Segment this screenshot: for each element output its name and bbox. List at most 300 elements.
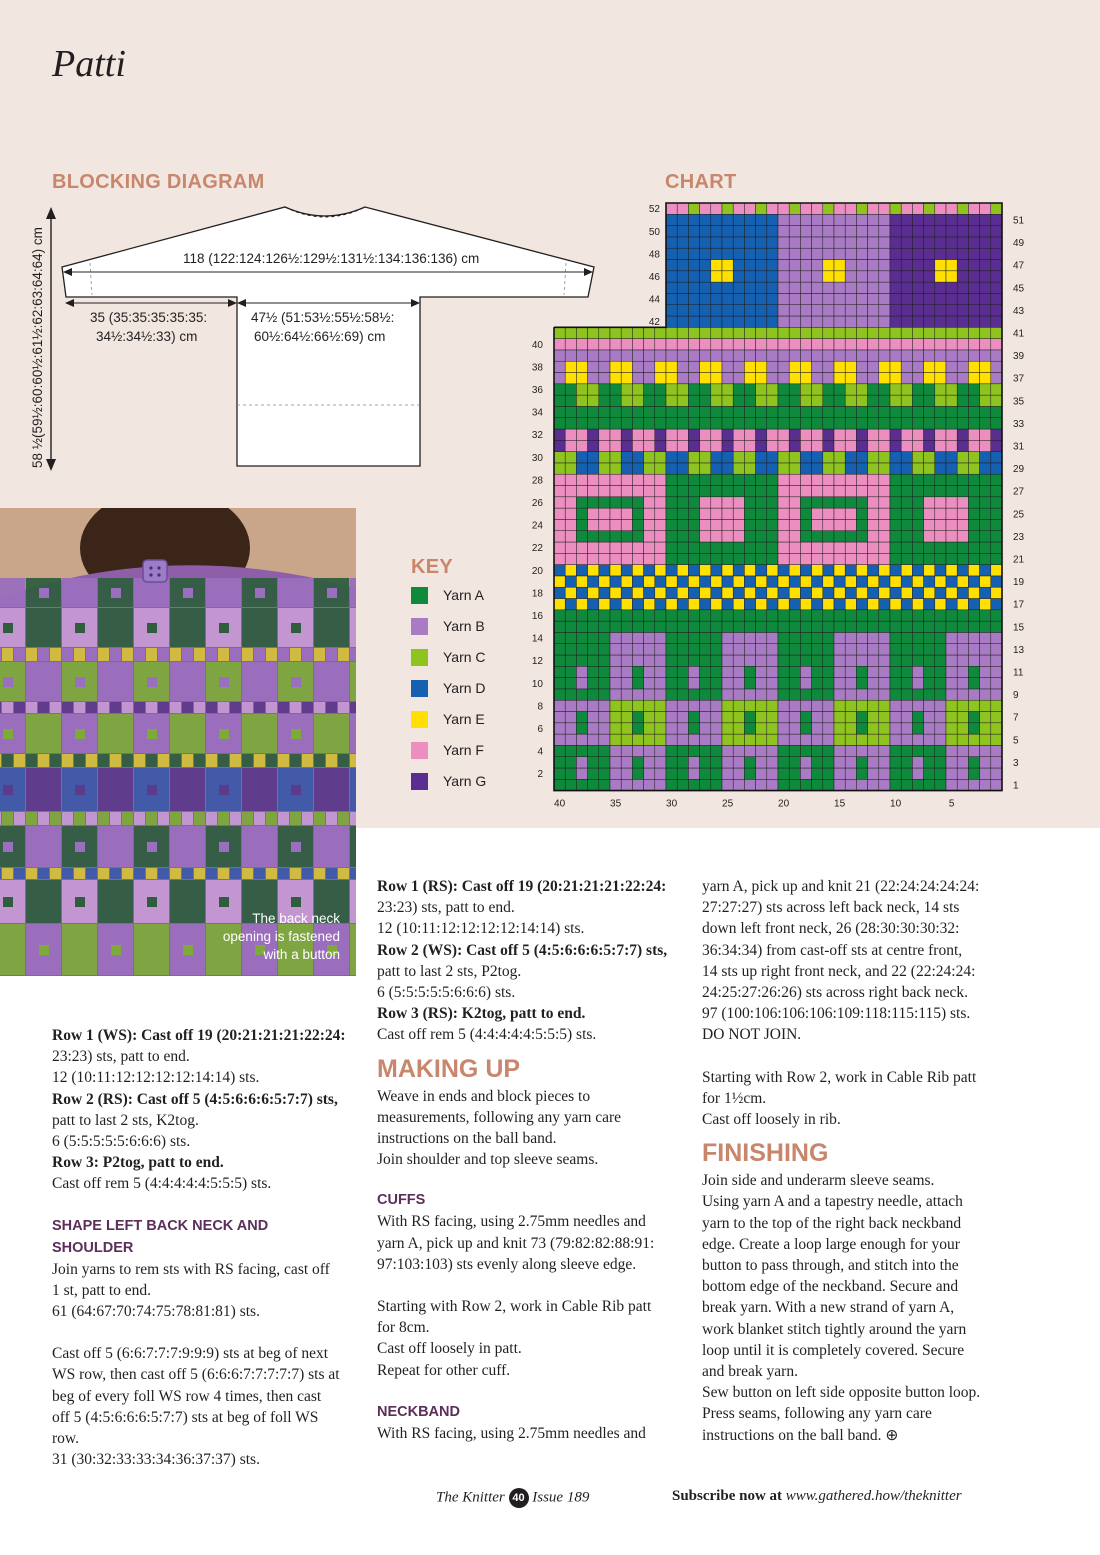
chart-stitch xyxy=(576,723,587,734)
chart-stitch xyxy=(946,734,957,745)
chart-stitch xyxy=(968,440,979,451)
chart-stitch xyxy=(610,745,621,756)
chart-stitch xyxy=(823,305,834,316)
chart-stitch xyxy=(655,700,666,711)
chart-stitch xyxy=(957,395,968,406)
chart-stitch xyxy=(812,779,823,790)
chart-stitch xyxy=(610,440,621,451)
chart-stitch xyxy=(868,440,879,451)
chart-stitch xyxy=(688,553,699,564)
chart-stitch xyxy=(722,248,733,259)
chart-stitch xyxy=(733,757,744,768)
chart-stitch xyxy=(744,644,755,655)
chart-stitch xyxy=(733,339,744,350)
chart-stitch xyxy=(632,678,643,689)
chart-stitch xyxy=(666,734,677,745)
chart-stitch xyxy=(733,542,744,553)
chart-stitch xyxy=(599,587,610,598)
chart-stitch xyxy=(946,632,957,643)
chart-stitch xyxy=(722,293,733,304)
chart-stitch xyxy=(610,384,621,395)
chart-stitch xyxy=(655,519,666,530)
chart-stitch xyxy=(778,463,789,474)
chart-stitch xyxy=(823,678,834,689)
chart-stitch xyxy=(700,508,711,519)
chart-stitch xyxy=(711,542,722,553)
chart-stitch xyxy=(968,406,979,417)
chart-stitch xyxy=(812,508,823,519)
chart-stitch xyxy=(666,316,677,327)
chart-stitch xyxy=(644,712,655,723)
chart-stitch xyxy=(991,384,1002,395)
chart-stitch xyxy=(991,452,1002,463)
chart-stitch xyxy=(700,632,711,643)
chart-stitch xyxy=(621,700,632,711)
chart-stitch xyxy=(890,452,901,463)
chart-stitch xyxy=(823,723,834,734)
chart-stitch xyxy=(800,678,811,689)
chart-stitch xyxy=(576,395,587,406)
chart-stitch xyxy=(968,429,979,440)
chart-stitch xyxy=(733,305,744,316)
chart-stitch xyxy=(655,327,666,338)
chart-stitch xyxy=(980,712,991,723)
chart-stitch xyxy=(767,361,778,372)
chart-stitch xyxy=(767,576,778,587)
chart-stitch xyxy=(879,542,890,553)
chart-stitch xyxy=(812,723,823,734)
chart-stitch xyxy=(800,293,811,304)
chart-stitch xyxy=(946,779,957,790)
chart-stitch xyxy=(677,305,688,316)
chart-stitch xyxy=(856,734,867,745)
chart-stitch xyxy=(733,293,744,304)
chart-stitch xyxy=(856,553,867,564)
chart-stitch xyxy=(700,350,711,361)
chart-stitch xyxy=(901,599,912,610)
chart-stitch xyxy=(744,565,755,576)
chart-stitch xyxy=(700,293,711,304)
chart-stitch xyxy=(733,745,744,756)
chart-stitch xyxy=(823,373,834,384)
chart-stitch xyxy=(890,644,901,655)
chart-stitch xyxy=(845,576,856,587)
chart-stitch xyxy=(980,293,991,304)
chart-stitch xyxy=(789,542,800,553)
chart-stitch xyxy=(924,745,935,756)
chart-stitch xyxy=(756,384,767,395)
chart-stitch xyxy=(912,666,923,677)
swatch-yarn-g xyxy=(411,773,428,790)
chart-stitch xyxy=(946,474,957,485)
chart-stitch xyxy=(778,745,789,756)
chart-stitch xyxy=(868,339,879,350)
chart-stitch xyxy=(632,700,643,711)
chart-stitch xyxy=(845,361,856,372)
chart-stitch xyxy=(812,384,823,395)
chart-stitch xyxy=(655,361,666,372)
chart-stitch xyxy=(823,429,834,440)
chart-stitch xyxy=(980,282,991,293)
chart-stitch xyxy=(655,621,666,632)
chart-stitch xyxy=(991,689,1002,700)
chart-stitch xyxy=(890,768,901,779)
chart-stitch xyxy=(767,768,778,779)
chart-stitch xyxy=(868,395,879,406)
chart-stitch xyxy=(778,237,789,248)
chart-stitch xyxy=(688,576,699,587)
chart-stitch xyxy=(789,734,800,745)
chart-stitch xyxy=(991,271,1002,282)
chart-stitch xyxy=(610,519,621,530)
chart-stitch xyxy=(778,260,789,271)
chart-stitch xyxy=(700,226,711,237)
chart-stitch xyxy=(868,486,879,497)
chart-stitch xyxy=(957,542,968,553)
chart-stitch xyxy=(576,700,587,711)
chart-row-number-left: 12 xyxy=(531,656,543,668)
chart-stitch xyxy=(756,406,767,417)
chart-stitch xyxy=(823,474,834,485)
chart-stitch xyxy=(924,350,935,361)
chart-stitch xyxy=(778,293,789,304)
chart-stitch xyxy=(677,508,688,519)
chart-stitch xyxy=(879,293,890,304)
chart-stitch xyxy=(957,486,968,497)
chart-stitch xyxy=(991,406,1002,417)
chart-stitch xyxy=(610,768,621,779)
chart-stitch xyxy=(554,384,565,395)
chart-stitch xyxy=(632,734,643,745)
chart-stitch xyxy=(588,587,599,598)
chart-stitch xyxy=(912,237,923,248)
chart-stitch xyxy=(845,226,856,237)
chart-stitch xyxy=(632,587,643,598)
chart-stitch xyxy=(588,779,599,790)
chart-row-number-left: 42 xyxy=(648,317,660,329)
chart-stitch xyxy=(834,203,845,214)
chart-stitch xyxy=(610,395,621,406)
chart-stitch xyxy=(722,203,733,214)
chart-row-number-right: 17 xyxy=(1013,599,1025,611)
chart-stitch xyxy=(554,621,565,632)
chart-stitch xyxy=(968,712,979,723)
chart-stitch xyxy=(554,757,565,768)
chart-row-number-right: 9 xyxy=(1013,690,1019,702)
chart-stitch xyxy=(946,599,957,610)
chart-stitch xyxy=(756,214,767,225)
chart-stitch xyxy=(744,361,755,372)
chart-stitch xyxy=(868,678,879,689)
key-item-yarn-a: Yarn A xyxy=(411,587,531,607)
chart-stitch xyxy=(677,214,688,225)
width-measurement: 118 (122:124:126½:129½:131½:134:136:136) cm xyxy=(183,251,480,266)
chart-stitch xyxy=(554,644,565,655)
chart-stitch xyxy=(856,260,867,271)
chart-stitch xyxy=(576,384,587,395)
chart-stitch xyxy=(980,361,991,372)
chart-stitch xyxy=(576,644,587,655)
chart-stitch xyxy=(834,361,845,372)
chart-stitch xyxy=(688,203,699,214)
chart-stitch xyxy=(946,757,957,768)
chart-stitch xyxy=(700,271,711,282)
chart-stitch xyxy=(778,440,789,451)
chart-stitch xyxy=(621,565,632,576)
chart-stitch xyxy=(845,644,856,655)
chart-stitch xyxy=(890,632,901,643)
chart-stitch xyxy=(632,519,643,530)
chart-stitch xyxy=(946,316,957,327)
chart-stitch xyxy=(800,621,811,632)
chart-stitch xyxy=(946,248,957,259)
chart-stitch xyxy=(868,463,879,474)
chart-stitch xyxy=(924,361,935,372)
chart-stitch xyxy=(968,305,979,316)
chart-stitch xyxy=(823,734,834,745)
chart-row-number-right: 25 xyxy=(1013,509,1025,521)
chart-stitch xyxy=(957,327,968,338)
chart-stitch xyxy=(677,440,688,451)
chart-stitch xyxy=(890,531,901,542)
chart-stitch xyxy=(688,260,699,271)
chart-stitch xyxy=(823,519,834,530)
chart-stitch xyxy=(868,260,879,271)
chart-stitch xyxy=(778,452,789,463)
chart-stitch xyxy=(588,576,599,587)
chart-stitch xyxy=(711,553,722,564)
chart-stitch xyxy=(812,203,823,214)
chart-stitch xyxy=(588,440,599,451)
chart-stitch xyxy=(778,282,789,293)
chart-stitch xyxy=(733,678,744,689)
chart-stitch xyxy=(823,757,834,768)
chart-stitch xyxy=(655,429,666,440)
chart-stitch xyxy=(632,723,643,734)
chart-stitch xyxy=(632,429,643,440)
chart-stitch xyxy=(554,768,565,779)
chart-stitch xyxy=(722,406,733,417)
chart-stitch xyxy=(621,327,632,338)
chart-stitch xyxy=(588,429,599,440)
chart-stitch xyxy=(879,282,890,293)
chart-stitch xyxy=(924,248,935,259)
chart-stitch xyxy=(756,553,767,564)
chart-stitch xyxy=(789,406,800,417)
chart-stitch xyxy=(733,214,744,225)
chart-stitch xyxy=(845,723,856,734)
chart-stitch xyxy=(554,700,565,711)
chart-stitch xyxy=(666,452,677,463)
chart-stitch xyxy=(733,553,744,564)
chart-stitch xyxy=(677,587,688,598)
chart-stitch xyxy=(856,497,867,508)
chart-stitch xyxy=(800,271,811,282)
chart-stitch xyxy=(879,406,890,417)
chart-stitch xyxy=(599,745,610,756)
chart-stitch xyxy=(789,339,800,350)
subscribe-link[interactable]: www.gathered.how/theknitter xyxy=(785,1488,962,1504)
chart-stitch xyxy=(924,565,935,576)
chart-stitch xyxy=(610,508,621,519)
chart-stitch xyxy=(957,712,968,723)
chart-stitch xyxy=(677,666,688,677)
page-number-badge: 40 xyxy=(509,1488,529,1508)
chart-row-number-right: 31 xyxy=(1013,441,1025,453)
chart-stitch xyxy=(565,327,576,338)
chart-stitch xyxy=(800,610,811,621)
chart-stitch xyxy=(957,678,968,689)
chart-stitch xyxy=(968,214,979,225)
chart-stitch xyxy=(935,305,946,316)
chart-stitch xyxy=(968,610,979,621)
chart-stitch xyxy=(711,406,722,417)
chart-stitch xyxy=(834,271,845,282)
chart-stitch xyxy=(722,282,733,293)
chart-stitch xyxy=(946,508,957,519)
chart-stitch xyxy=(912,497,923,508)
chart-stitch xyxy=(980,779,991,790)
chart-stitch xyxy=(677,610,688,621)
chart-stitch xyxy=(778,587,789,598)
chart-stitch xyxy=(666,406,677,417)
chart-stitch xyxy=(688,418,699,429)
chart-stitch xyxy=(879,305,890,316)
chart-stitch xyxy=(812,542,823,553)
chart-stitch xyxy=(621,734,632,745)
chart-stitch xyxy=(823,644,834,655)
chart-stitch xyxy=(711,384,722,395)
chart-stitch xyxy=(565,452,576,463)
chart-stitch xyxy=(655,644,666,655)
chart-stitch xyxy=(655,486,666,497)
chart-stitch xyxy=(565,361,576,372)
chart-stitch xyxy=(711,395,722,406)
chart-stitch xyxy=(767,271,778,282)
chart-stitch xyxy=(834,406,845,417)
chart-stitch xyxy=(980,632,991,643)
chart-stitch xyxy=(856,463,867,474)
chart-stitch xyxy=(744,599,755,610)
chart-stitch xyxy=(868,214,879,225)
chart-stitch xyxy=(812,429,823,440)
chart-stitch xyxy=(800,587,811,598)
chart-stitch xyxy=(856,644,867,655)
chart-stitch xyxy=(890,474,901,485)
chart-stitch xyxy=(868,757,879,768)
chart-stitch xyxy=(823,587,834,598)
chart-stitch xyxy=(588,339,599,350)
chart-stitch xyxy=(756,226,767,237)
chart-stitch xyxy=(756,440,767,451)
chart-stitch xyxy=(856,632,867,643)
chart-stitch xyxy=(968,260,979,271)
chart-stitch xyxy=(744,610,755,621)
chart-stitch xyxy=(924,621,935,632)
chart-stitch xyxy=(733,248,744,259)
chart-stitch xyxy=(957,384,968,395)
key-item-yarn-b: Yarn B xyxy=(411,618,531,638)
chart-stitch xyxy=(756,293,767,304)
chart-stitch xyxy=(845,248,856,259)
chart-stitch xyxy=(901,768,912,779)
chart-stitch xyxy=(688,440,699,451)
chart-column-number: 10 xyxy=(890,798,902,810)
chart-stitch xyxy=(935,723,946,734)
chart-stitch xyxy=(599,440,610,451)
chart-stitch xyxy=(924,429,935,440)
chart-stitch xyxy=(980,599,991,610)
chart-stitch xyxy=(901,734,912,745)
chart-stitch xyxy=(767,712,778,723)
chart-stitch xyxy=(666,486,677,497)
chart-stitch xyxy=(722,678,733,689)
chart-stitch xyxy=(744,350,755,361)
chart-stitch xyxy=(655,452,666,463)
chart-stitch xyxy=(845,531,856,542)
chart-stitch xyxy=(688,350,699,361)
chart-stitch xyxy=(868,689,879,700)
chart-stitch xyxy=(599,599,610,610)
chart-stitch xyxy=(912,260,923,271)
chart-stitch xyxy=(756,644,767,655)
chart-stitch xyxy=(744,327,755,338)
chart-stitch xyxy=(991,734,1002,745)
chart-stitch xyxy=(744,226,755,237)
chart-row-number-right: 27 xyxy=(1013,486,1025,498)
chart-stitch xyxy=(756,621,767,632)
chart-stitch xyxy=(666,678,677,689)
chart-stitch xyxy=(700,723,711,734)
chart-stitch xyxy=(980,474,991,485)
chart-stitch xyxy=(576,779,587,790)
chart-stitch xyxy=(901,542,912,553)
chart-stitch xyxy=(733,599,744,610)
chart-stitch xyxy=(632,531,643,542)
blocking-diagram-heading: BLOCKING DIAGRAM xyxy=(52,171,265,193)
chart-row-number-right: 47 xyxy=(1013,260,1025,272)
chart-stitch xyxy=(778,712,789,723)
chart-stitch xyxy=(823,395,834,406)
chart-stitch xyxy=(946,700,957,711)
chart-stitch xyxy=(890,429,901,440)
chart-stitch xyxy=(935,610,946,621)
chart-stitch xyxy=(677,327,688,338)
chart-stitch xyxy=(666,666,677,677)
chart-stitch xyxy=(868,632,879,643)
chart-stitch xyxy=(980,565,991,576)
chart-stitch xyxy=(644,440,655,451)
chart-stitch xyxy=(711,768,722,779)
chart-stitch xyxy=(655,655,666,666)
chart-stitch xyxy=(912,463,923,474)
chart-stitch xyxy=(733,429,744,440)
chart-stitch xyxy=(632,327,643,338)
chart-stitch xyxy=(576,768,587,779)
chart-stitch xyxy=(946,226,957,237)
chart-stitch xyxy=(935,327,946,338)
chart-stitch xyxy=(610,373,621,384)
chart-stitch xyxy=(722,339,733,350)
chart-stitch xyxy=(812,248,823,259)
chart-stitch xyxy=(632,576,643,587)
chart-stitch xyxy=(554,553,565,564)
chart-stitch xyxy=(957,339,968,350)
chart-stitch xyxy=(554,486,565,497)
chart-stitch xyxy=(946,271,957,282)
chart-stitch xyxy=(901,745,912,756)
chart-stitch xyxy=(980,203,991,214)
